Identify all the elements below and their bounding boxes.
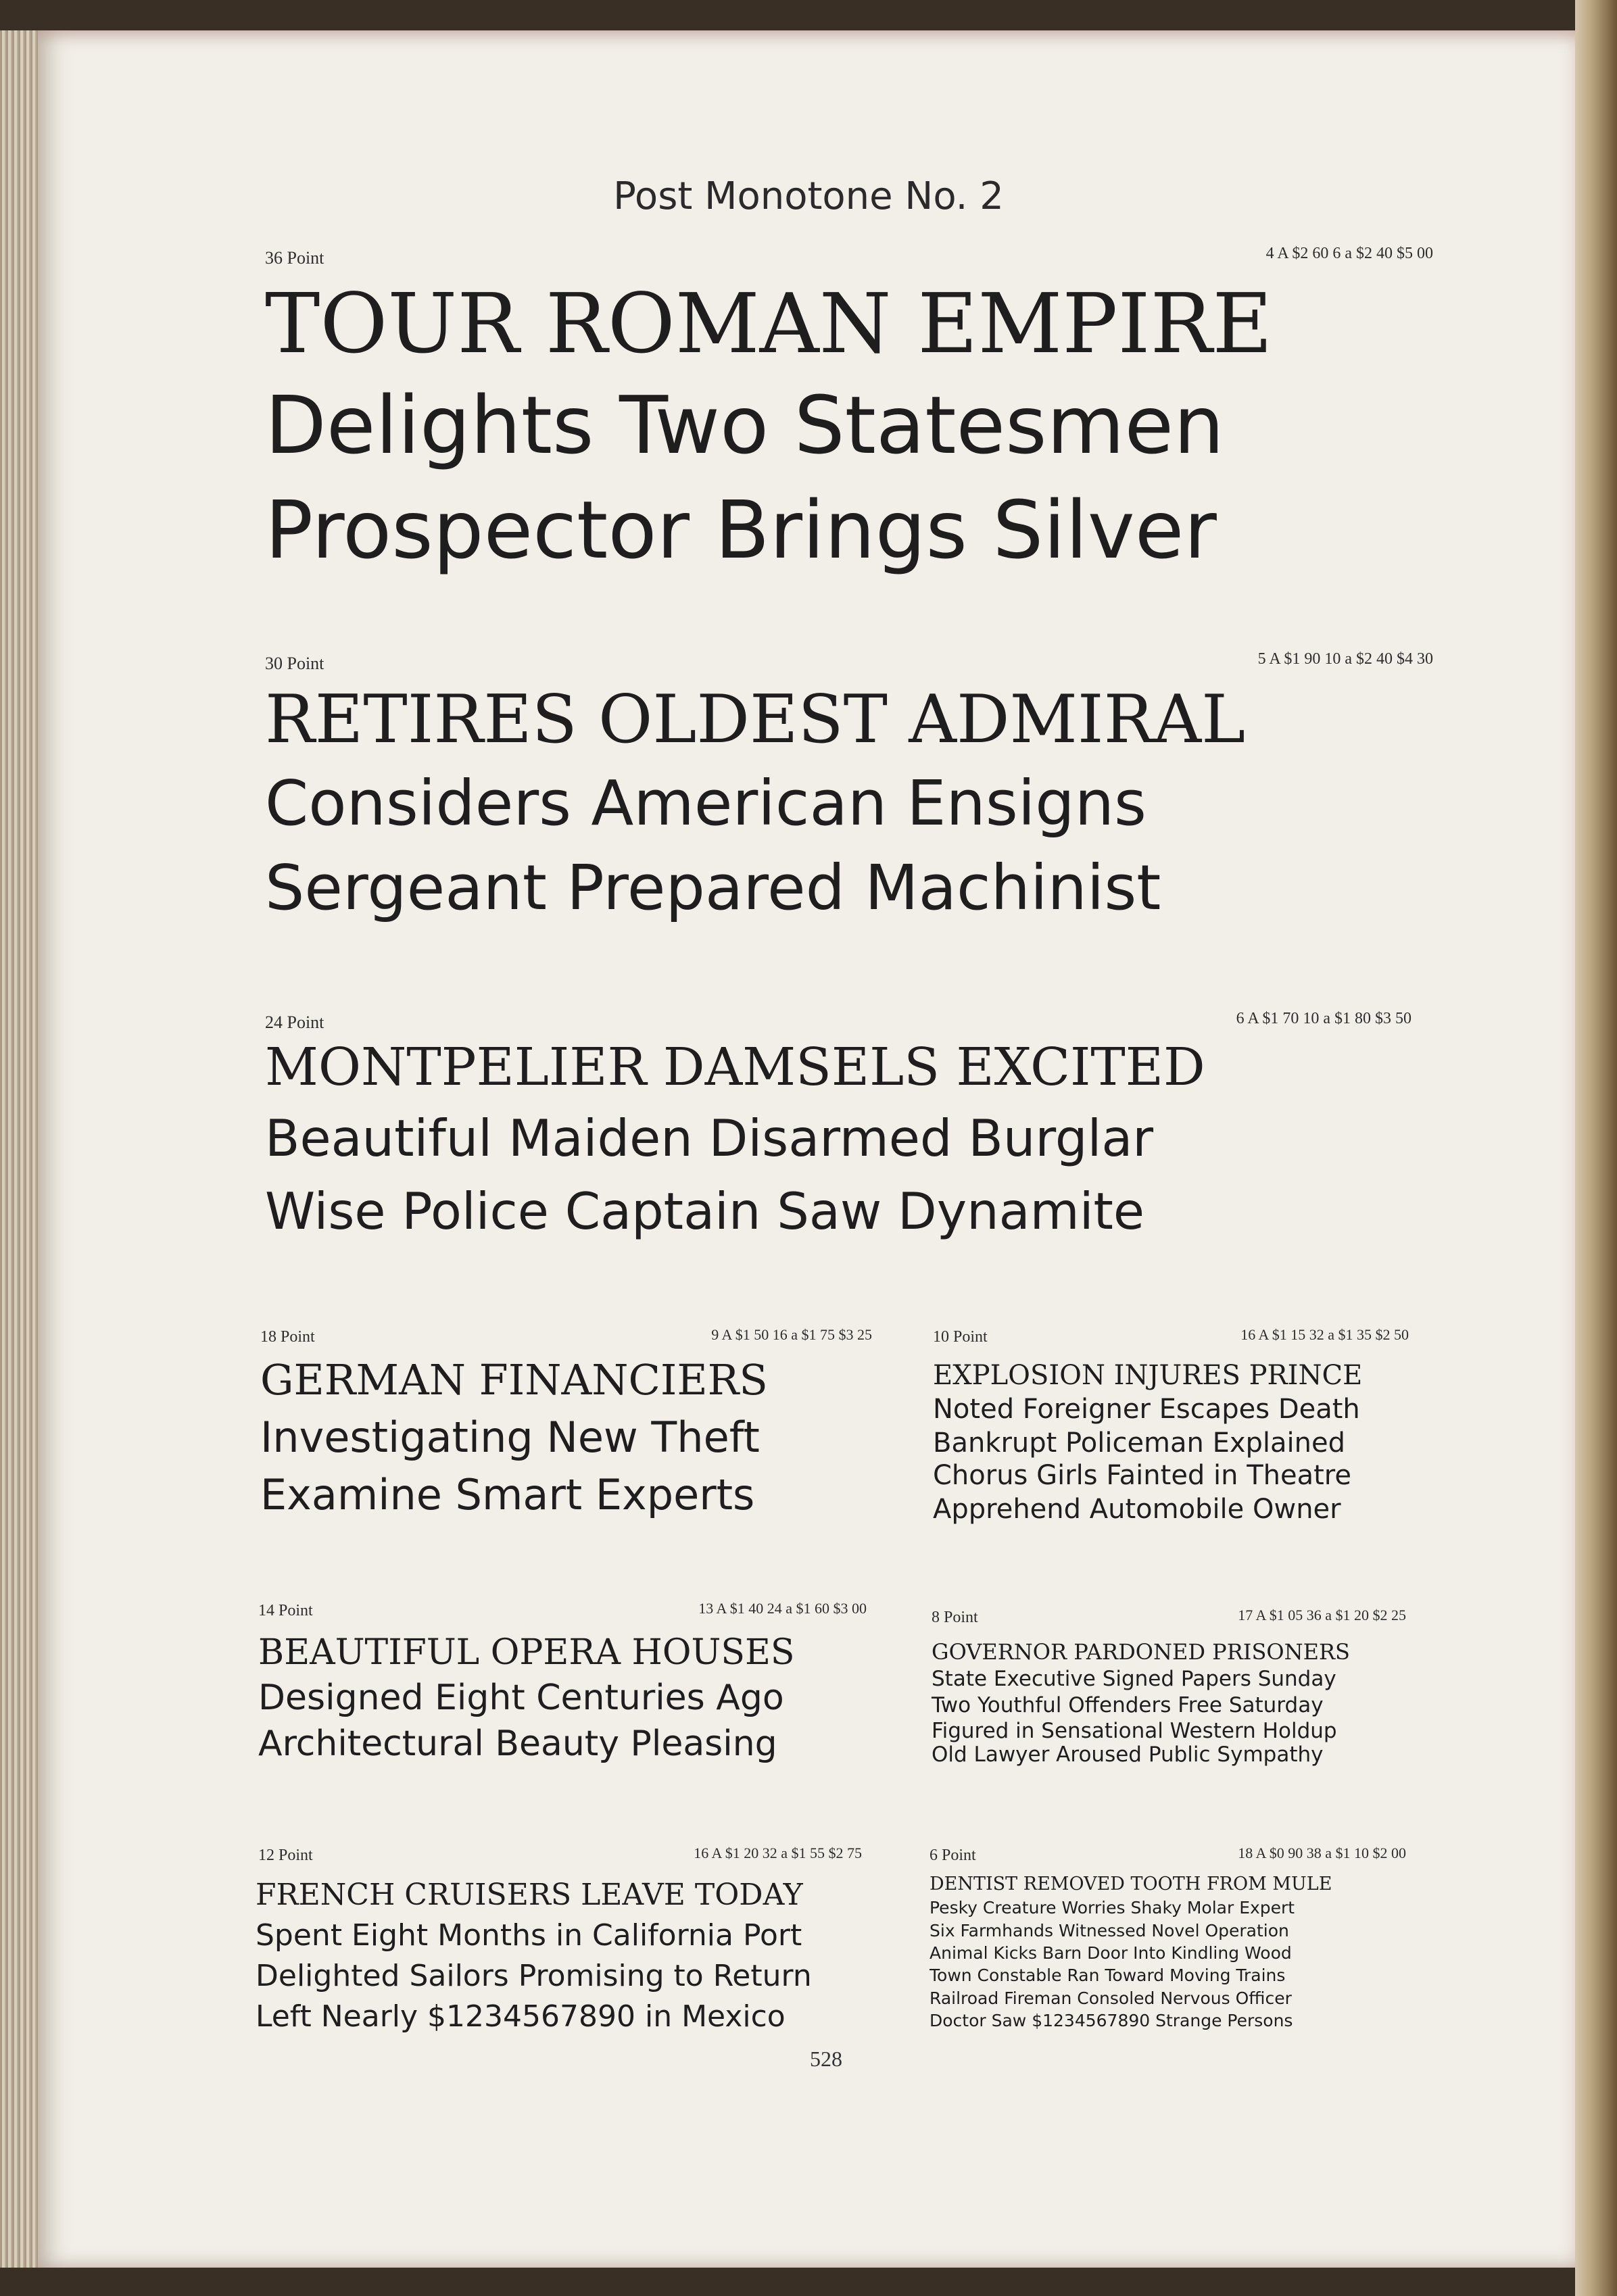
specimen-line: EXPLOSION INJURES PRINCE	[933, 1360, 1363, 1391]
size-label: 24 Point	[265, 1012, 324, 1032]
size-label: 6 Point	[930, 1847, 976, 1864]
price-line: 5 A $1 90 10 a $2 40 $4 30	[1257, 650, 1433, 668]
specimen-line: State Executive Signed Papers Sunday	[932, 1667, 1336, 1691]
specimen-line: Spent Eight Months in California Port	[256, 1918, 802, 1953]
size-label: 30 Point	[265, 654, 324, 673]
specimen-line: Architectural Beauty Pleasing	[258, 1724, 777, 1764]
specimen-line: Wise Police Captain Saw Dynamite	[265, 1181, 1145, 1241]
specimen-line: Railroad Fireman Consoled Nervous Officer	[930, 1988, 1292, 2008]
specimen-line: Beautiful Maiden Disarmed Burglar	[265, 1108, 1154, 1168]
specimen-line: Prospector Brings Silver	[265, 483, 1217, 577]
price-line: 18 A $0 90 38 a $1 10 $2 00	[1238, 1845, 1406, 1861]
specimen-line: Noted Foreigner Escapes Death	[933, 1394, 1360, 1425]
price-line: 4 A $2 60 6 a $2 40 $5 00	[1265, 245, 1433, 262]
specimen-line: Apprehend Automobile Owner	[933, 1494, 1341, 1525]
specimen-line: Examine Smart Experts	[260, 1470, 755, 1519]
specimen-line: Pesky Creature Worries Shaky Molar Expert	[930, 1898, 1295, 1918]
page-stack-edges	[0, 30, 41, 2268]
specimen-line: MONTPELIER DAMSELS EXCITED	[265, 1037, 1205, 1098]
specimen-line: DENTIST REMOVED TOOTH FROM MULE	[930, 1874, 1332, 1895]
specimen-line: Bankrupt Policeman Explained	[933, 1427, 1346, 1459]
page-number: 528	[810, 2047, 842, 2071]
page-title: Post Monotone No. 2	[613, 174, 1004, 218]
size-label: 10 Point	[933, 1328, 988, 1346]
price-line: 16 A $1 20 32 a $1 55 $2 75	[694, 1845, 862, 1861]
specimen-line: Chorus Girls Fainted in Theatre	[933, 1460, 1351, 1491]
price-line: 6 A $1 70 10 a $1 80 $3 50	[1236, 1010, 1411, 1027]
specimen-line: Two Youthful Offenders Free Saturday	[932, 1693, 1324, 1717]
size-label: 36 Point	[265, 248, 324, 268]
price-line: 9 A $1 50 16 a $1 75 $3 25	[711, 1326, 872, 1343]
specimen-line: Delights Two Statesmen	[265, 378, 1224, 472]
price-line: 13 A $1 40 24 a $1 60 $3 00	[698, 1600, 867, 1617]
specimen-line: Designed Eight Centuries Ago	[258, 1678, 784, 1718]
specimen-line: FRENCH CRUISERS LEAVE TODAY	[256, 1878, 803, 1912]
specimen-line: Town Constable Ran Toward Moving Trains	[930, 1965, 1286, 1985]
size-label: 18 Point	[260, 1328, 315, 1346]
specimen-line: Six Farmhands Witnessed Novel Operation	[930, 1921, 1289, 1940]
size-label: 14 Point	[258, 1602, 313, 1619]
specimen-line: Investigating New Theft	[260, 1413, 760, 1462]
specimen-line: Delighted Sailors Promising to Return	[256, 1959, 812, 1993]
specimen-line: Old Lawyer Aroused Public Sympathy	[932, 1742, 1324, 1767]
specimen-line: Sergeant Prepared Machinist	[265, 852, 1161, 924]
price-line: 16 A $1 15 32 a $1 35 $2 50	[1240, 1326, 1409, 1343]
specimen-line: Figured in Sensational Western Holdup	[932, 1719, 1337, 1743]
size-label: 8 Point	[932, 1609, 978, 1626]
specimen-line: TOUR ROMAN EMPIRE	[265, 276, 1273, 372]
specimen-line: GOVERNOR PARDONED PRISONERS	[932, 1639, 1350, 1665]
specimen-line: GERMAN FINANCIERS	[260, 1355, 768, 1405]
specimen-line: Doctor Saw $1234567890 Strange Persons	[930, 2011, 1293, 2030]
size-label: 12 Point	[258, 1847, 313, 1864]
price-line: 17 A $1 05 36 a $1 20 $2 25	[1238, 1607, 1406, 1623]
specimen-line: RETIRES OLDEST ADMIRAL	[265, 681, 1246, 758]
specimen-line: Left Nearly $1234567890 in Mexico	[256, 1999, 786, 2034]
specimen-line: Animal Kicks Barn Door Into Kindling Wood	[930, 1943, 1292, 1963]
binding-edge	[1575, 0, 1617, 2296]
specimen-line: BEAUTIFUL OPERA HOUSES	[258, 1632, 795, 1673]
specimen-line: Considers American Ensigns	[265, 767, 1147, 839]
